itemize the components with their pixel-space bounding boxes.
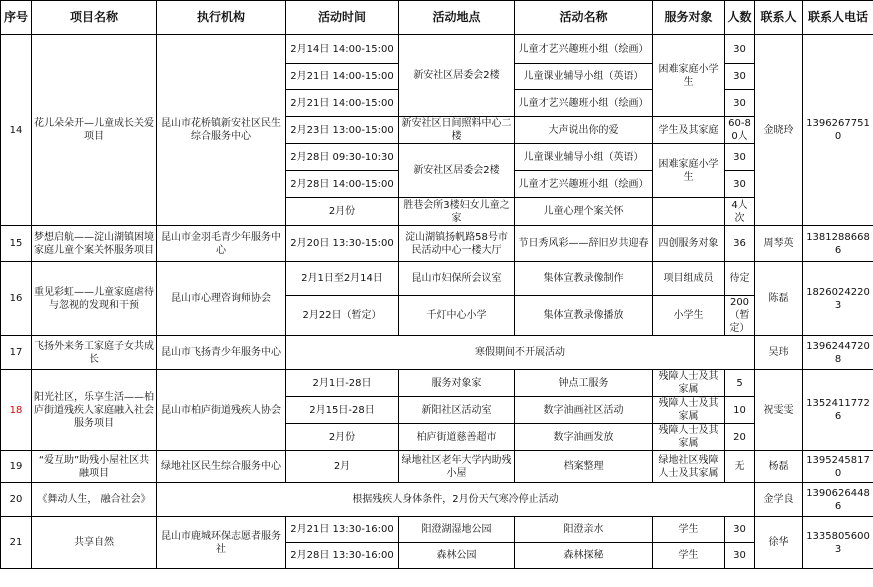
cell-contact: 祝雯雯 [755,370,803,451]
cell-place: 千灯中心小学 [399,296,515,336]
table-row [1,517,873,543]
cell-project: “爱互助”助残小屋社区共融项目 [32,451,157,483]
cell-contact: 金晓玲 [755,35,803,226]
cell-phone: 13906264486 [803,483,873,517]
cell-place: 新安社区居委会2楼 [399,35,515,117]
cell-place: 阳澄湖湿地公园 [399,517,515,543]
cell-no: 14 [1,35,32,226]
cell-no: 20 [1,483,32,517]
cell-project: 花儿朵朵开—儿童成长关爱项目 [32,35,157,226]
cell-org: 昆山市金羽毛青少年服务中心 [157,226,286,262]
cell-contact: 陈磊 [755,262,803,336]
cell-time: 2月1日-28日 [286,370,399,397]
cell-activity: 儿童心理个案关怀 [515,198,653,226]
cell-org: 昆山市心理咨询师协会 [157,262,286,336]
header-project: 项目名称 [32,1,157,35]
cell-phone: 18260242203 [803,262,873,336]
cell-count: 4人次 [725,198,755,226]
cell-phone: 13962677510 [803,35,873,226]
cell-contact: 徐华 [755,517,803,569]
cell-target: 项目组成员 [653,262,725,296]
cell-target: 学生 [653,517,725,543]
cell-time: 2月23日 13:00-15:00 [286,117,399,144]
cell-count: 30 [725,64,755,90]
cell-target: 小学生 [653,296,725,336]
cell-activity: 阳澄亲水 [515,517,653,543]
cell-count: 200（暂定） [725,296,755,336]
cell-target: 残障人士及其家属 [653,424,725,451]
cell-count: 60-80人 [725,117,755,144]
cell-phone: 13524117726 [803,370,873,451]
cell-count: 20 [725,424,755,451]
cell-count: 待定 [725,262,755,296]
cell-count: 30 [725,543,755,569]
cell-activity: 儿童课业辅导小组（英语） [515,144,653,171]
table-row [1,226,873,262]
header-phone: 联系人电话 [803,1,873,35]
cell-count: 5 [725,370,755,397]
cell-count: 30 [725,90,755,117]
header-activity: 活动名称 [515,1,653,35]
cell-time: 2月28日 13:30-16:00 [286,543,399,569]
cell-activity: 钟点工服务 [515,370,653,397]
cell-target: 学生 [653,543,725,569]
cell-place: 服务对象家 [399,370,515,397]
cell-target: 困难家庭小学生 [653,144,725,198]
header-count: 人数 [725,1,755,35]
cell-place: 淀山湖镇扬帆路58号市民活动中心一楼大厅 [399,226,515,262]
cell-project: 重见彩虹——儿童家庭虐待与忽视的发现和干预 [32,262,157,336]
cell-org: 昆山市柏庐街道残疾人协会 [157,370,286,451]
cell-time: 2月21日 14:00-15:00 [286,90,399,117]
cell-target [653,198,725,226]
cell-activity: 集体宣教录像播放 [515,296,653,336]
cell-activity: 数字油画社区活动 [515,397,653,424]
cell-activity: 儿童才艺兴趣班小组（绘画） [515,171,653,198]
cell-target: 残障人士及其家属 [653,370,725,397]
cell-phone: 13358056003 [803,517,873,569]
cell-activity: 儿童课业辅导小组（英语） [515,64,653,90]
cell-no: 16 [1,262,32,336]
header-time: 活动时间 [286,1,399,35]
cell-place: 绿地社区老年大学内助残小屋 [399,451,515,483]
cell-project: 共享自然 [32,517,157,569]
cell-target: 四创服务对象 [653,226,725,262]
cell-time: 2月份 [286,198,399,226]
cell-time: 2月1日至2月14日 [286,262,399,296]
table-row [1,262,873,296]
cell-count: 30 [725,144,755,171]
cell-place: 柏庐街道慈善超市 [399,424,515,451]
cell-project: 《舞动人生， 融合社会》 [32,483,157,517]
header-target: 服务对象 [653,1,725,35]
cell-no: 18 [1,370,32,451]
cell-time: 2月15日-28日 [286,397,399,424]
cell-place: 新安社区日间照料中心二楼 [399,117,515,144]
table-row [1,336,873,370]
table-row [1,483,873,517]
cell-phone: 13962447208 [803,336,873,370]
cell-place: 新安社区居委会2楼 [399,144,515,198]
cell-phone: 13812886686 [803,226,873,262]
cell-time: 2月22日（暂定） [286,296,399,336]
cell-project: 阳光社区，乐享生活——柏庐街道残疾人家庭融入社会服务项目 [32,370,157,451]
cell-project: 梦想启航——淀山湖镇困境家庭儿童个案关怀服务项目 [32,226,157,262]
header-place: 活动地点 [399,1,515,35]
cell-phone: 13952458170 [803,451,873,483]
cell-time: 2月28日 09:30-10:30 [286,144,399,171]
cell-notice: 根据残疾人身体条件，2月份天气寒冷停止活动 [157,483,755,517]
cell-contact: 吴玮 [755,336,803,370]
cell-target: 绿地社区残障人士及其家属 [653,451,725,483]
cell-time: 2月21日 13:30-16:00 [286,517,399,543]
cell-count: 30 [725,517,755,543]
cell-place: 胜巷会所3楼妇女儿童之家 [399,198,515,226]
cell-contact: 周琴英 [755,226,803,262]
cell-activity: 森林探秘 [515,543,653,569]
cell-activity: 数字油画发放 [515,424,653,451]
cell-activity: 大声说出你的爱 [515,117,653,144]
header-org: 执行机构 [157,1,286,35]
cell-project: 飞扬外来务工家庭子女共成长 [32,336,157,370]
cell-contact: 杨磊 [755,451,803,483]
cell-org: 昆山市鹿城环保志愿者服务社 [157,517,286,569]
cell-activity: 档案整理 [515,451,653,483]
cell-target: 残障人士及其家属 [653,397,725,424]
cell-contact: 金学良 [755,483,803,517]
cell-no: 15 [1,226,32,262]
cell-org: 绿地社区民生综合服务中心 [157,451,286,483]
cell-time: 2月 [286,451,399,483]
header-no: 序号 [1,1,32,35]
cell-count: 30 [725,171,755,198]
table-row [1,35,873,64]
cell-activity: 儿童才艺兴趣班小组（绘画） [515,35,653,64]
cell-org: 昆山市花桥镇新安社区民生综合服务中心 [157,35,286,226]
cell-time: 2月20日 13:30-15:00 [286,226,399,262]
header-row [1,1,873,35]
table-row [1,451,873,483]
cell-count: 36 [725,226,755,262]
cell-count: 10 [725,397,755,424]
cell-target: 困难家庭小学生 [653,35,725,117]
cell-place: 森林公园 [399,543,515,569]
cell-org: 昆山市飞扬青少年服务中心 [157,336,286,370]
cell-activity: 节日秀风彩——辞旧岁共迎春 [515,226,653,262]
cell-no: 19 [1,451,32,483]
table-row [1,370,873,397]
cell-count: 无 [725,451,755,483]
cell-place: 昆山市妇保所会议室 [399,262,515,296]
cell-notice: 寒假期间不开展活动 [286,336,755,370]
cell-time: 2月21日 14:00-15:00 [286,64,399,90]
cell-activity: 集体宣教录像制作 [515,262,653,296]
cell-activity: 儿童才艺兴趣班小组（绘画） [515,90,653,117]
cell-place: 新阳社区活动室 [399,397,515,424]
cell-target: 学生及其家庭 [653,117,725,144]
cell-time: 2月份 [286,424,399,451]
cell-no: 21 [1,517,32,569]
cell-time: 2月28日 14:00-15:00 [286,171,399,198]
cell-no: 17 [1,336,32,370]
cell-count: 30 [725,35,755,64]
header-contact: 联系人 [755,1,803,35]
cell-time: 2月14日 14:00-15:00 [286,35,399,64]
